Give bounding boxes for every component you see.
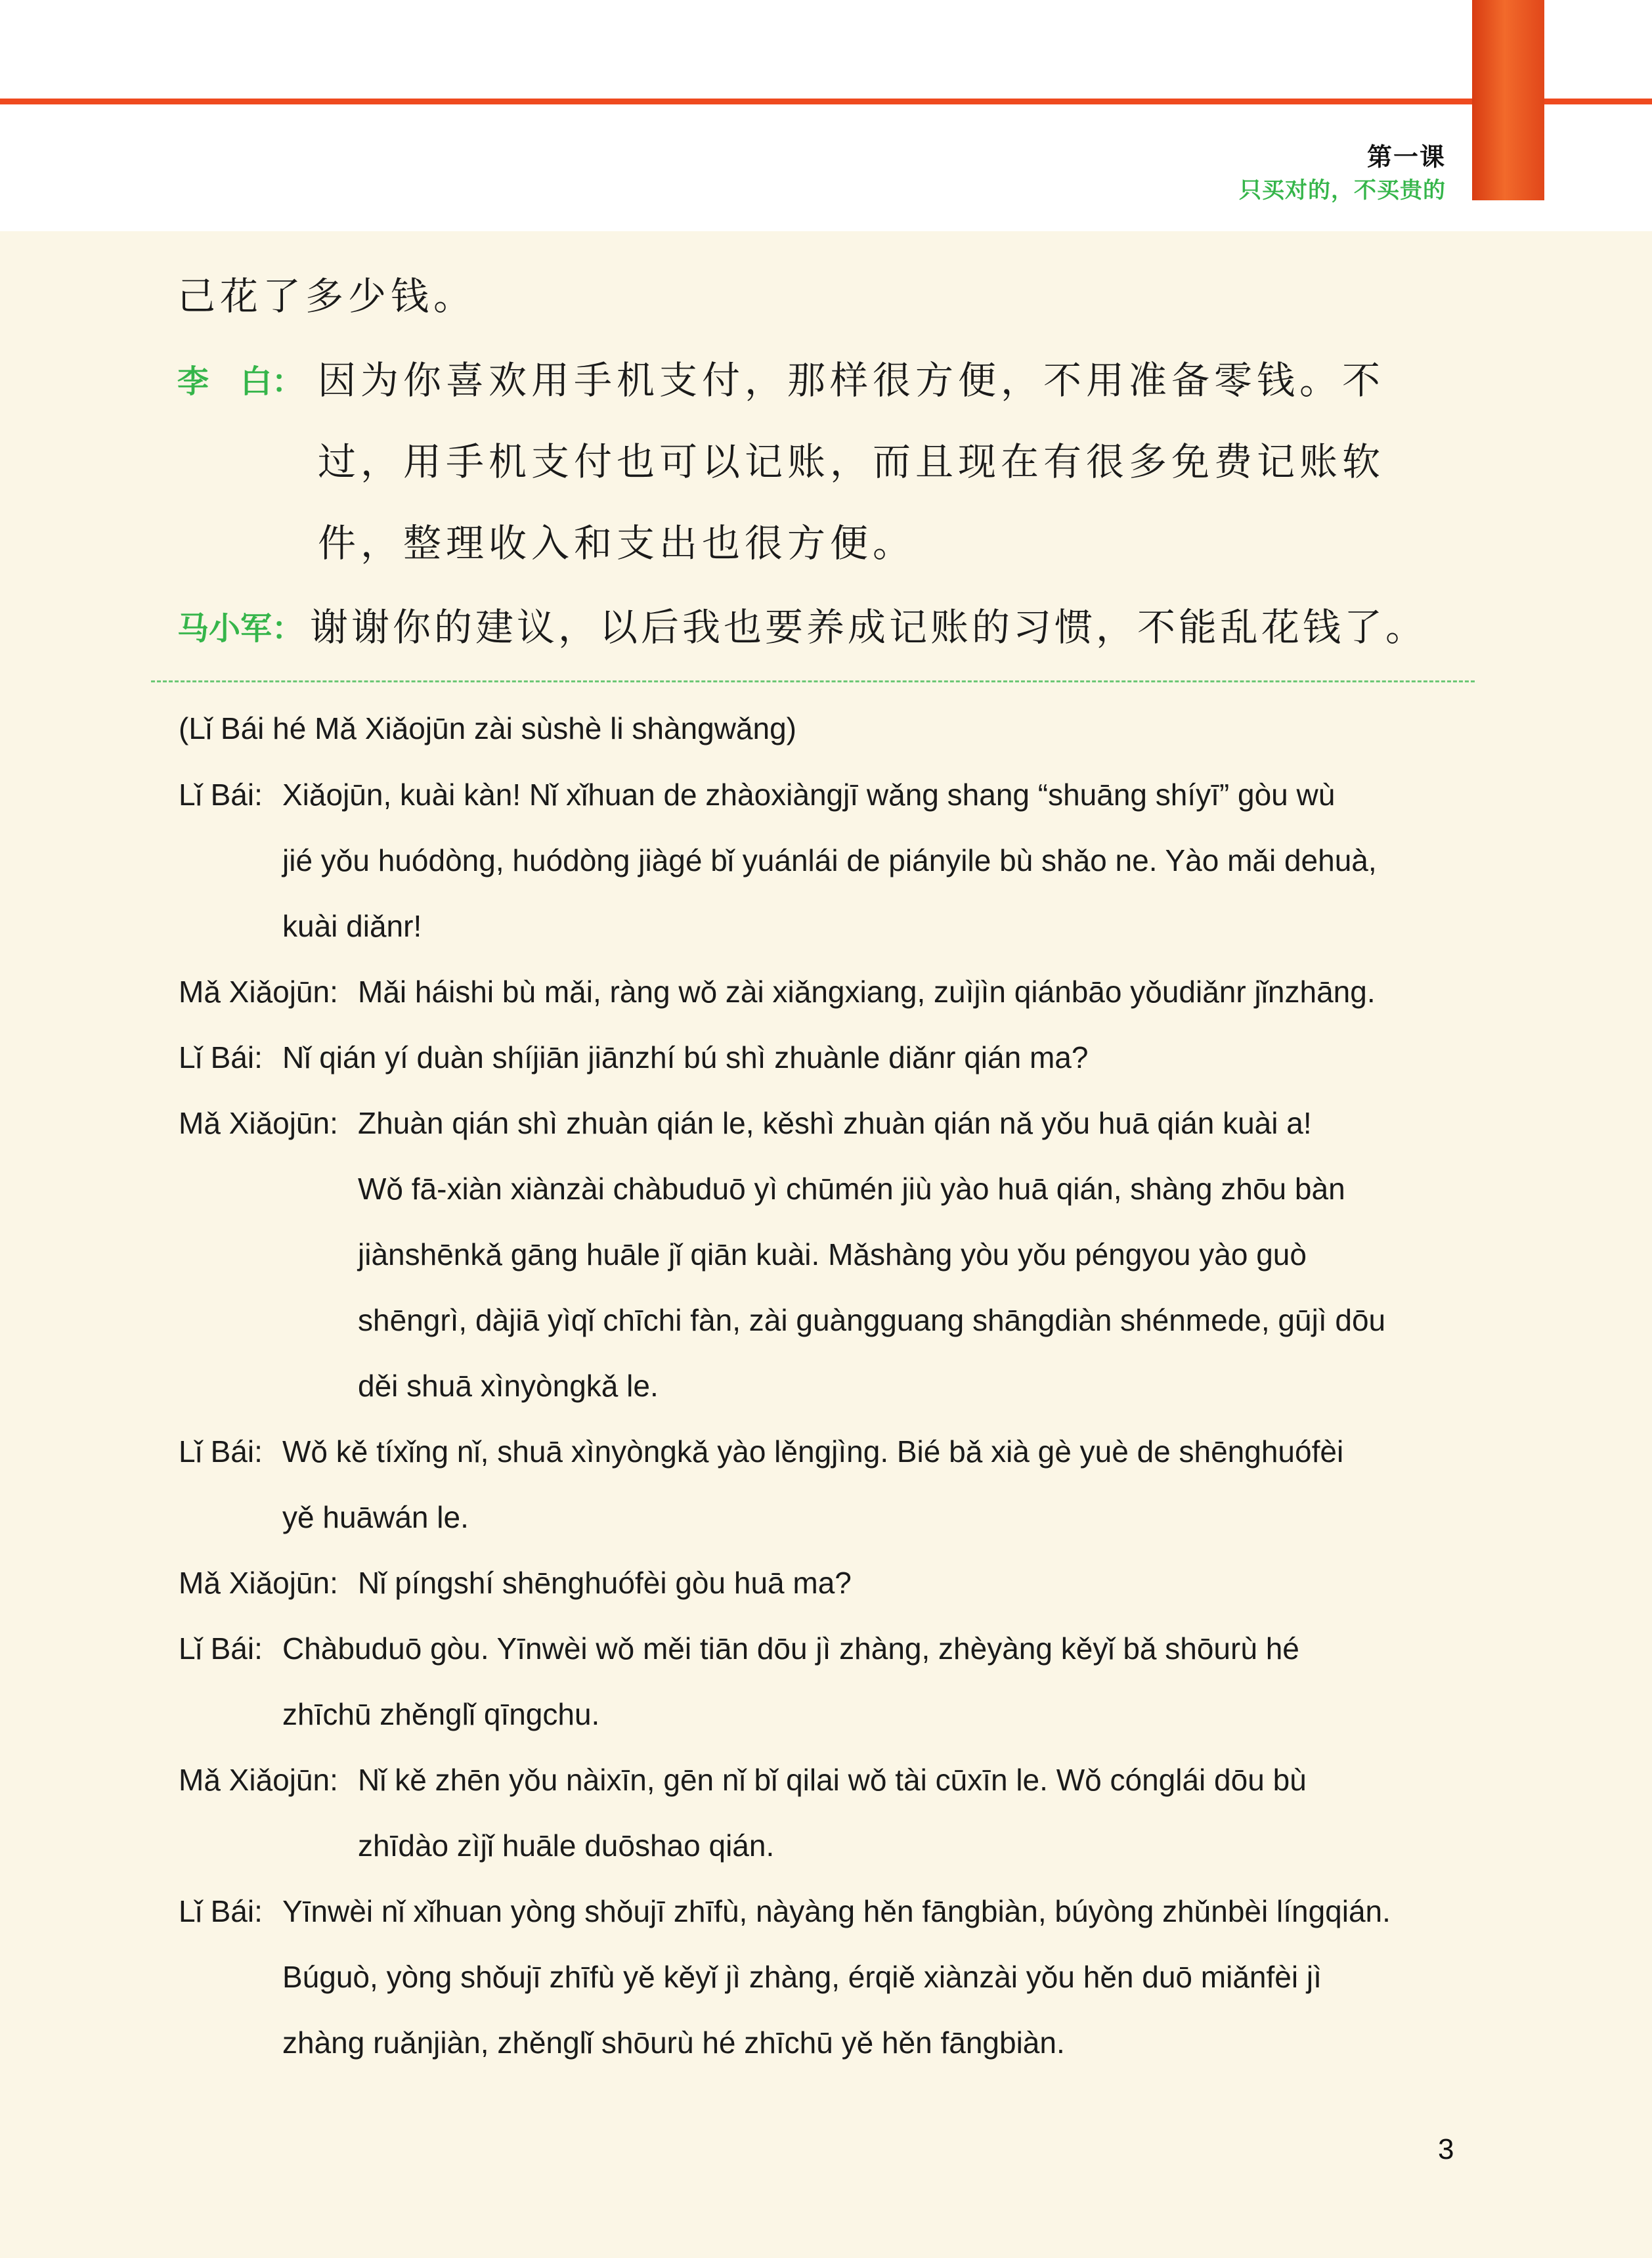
pinyin-heading: (Lǐ Bái hé Mǎ Xiǎojūn zài sùshè li shàngwǎng)	[179, 711, 796, 745]
py-speaker: Mǎ Xiǎojūn:	[179, 1566, 338, 1600]
py-speaker: Mǎ Xiǎojūn:	[179, 975, 338, 1009]
py-line: shēngrì, dàjiā yìqǐ chīchi fàn, zài guàngguang shāngdiàn shénmede, gūjì dōu	[358, 1303, 1386, 1337]
py-speaker: Lǐ Bái:	[179, 1040, 263, 1074]
py-speaker: Lǐ Bái:	[179, 778, 263, 812]
page-number: 3	[1438, 2133, 1454, 2165]
lesson-number: 第一课	[1366, 143, 1446, 171]
py-line: kuài diǎnr!	[282, 909, 422, 943]
py-line: jié yǒu huódòng, huódòng jiàgé bǐ yuánlái de piányile bù shǎo ne. Yào mǎi dehuà,	[282, 843, 1377, 877]
py-line: Zhuàn qián shì zhuàn qián le, kěshì zhuàn qián nǎ yǒu huā qián kuài a!	[358, 1106, 1312, 1140]
py-line: Búguò, yòng shǒujī zhīfù yě kěyǐ jì zhàng, érqiě xiànzài yǒu hěn duō miǎnfèi jì	[282, 1960, 1322, 1994]
py-line: zhàng ruǎnjiàn, zhěnglǐ shōurù hé zhīchū yě hěn fāngbiàn.	[282, 2026, 1065, 2060]
py-line: Wǒ kě tíxǐng nǐ, shuā xìnyòngkǎ yào lěngjìng. Bié bǎ xià gè yuè de shēnghuófèi	[282, 1434, 1344, 1469]
py-speaker: Mǎ Xiǎojūn:	[179, 1763, 338, 1797]
cn-line: 过，用手机支付也可以记账，而且现在有很多免费记账软	[318, 439, 1385, 484]
cn-continuation-line: 己花了多少钱。	[177, 274, 477, 319]
py-speaker: Lǐ Bái:	[179, 1894, 263, 1928]
cn-line: 件，整理收入和支出也很方便。	[318, 521, 916, 565]
lesson-title: 只买对的，不买贵的	[1239, 177, 1446, 204]
py-line: Yīnwèi nǐ xǐhuan yòng shǒujī zhīfù, nàyàng hěn fāngbiàn, búyòng zhǔnbèi língqián.	[282, 1894, 1391, 1928]
py-line: Mǎi háishi bù mǎi, ràng wǒ zài xiǎngxiang, zuìjìn qiánbāo yǒudiǎnr jǐnzhāng.	[358, 975, 1376, 1009]
cn-speaker-li-bai: 李 白：	[177, 363, 304, 400]
py-line: Nǐ qián yí duàn shíjiān jiānzhí bú shì zhuànle diǎnr qián ma?	[282, 1040, 1089, 1074]
py-line: jiànshēnkǎ gāng huāle jǐ qiān kuài. Mǎshàng yòu yǒu péngyou yào guò	[358, 1237, 1307, 1272]
py-speaker: Lǐ Bái:	[179, 1434, 263, 1469]
cn-speaker-ma-xiaojun: 马小军：	[177, 610, 304, 647]
py-line: děi shuā xìnyòngkǎ le.	[358, 1369, 659, 1403]
py-line: yě huāwán le.	[282, 1500, 469, 1534]
py-line: zhīchū zhěnglǐ qīngchu.	[282, 1697, 600, 1731]
py-speaker: Mǎ Xiǎojūn:	[179, 1106, 338, 1140]
py-line: Chàbuduō gòu. Yīnwèi wǒ měi tiān dōu jì zhàng, zhèyàng kěyǐ bǎ shōurù hé	[282, 1631, 1299, 1666]
py-line: Wǒ fā-xiàn xiànzài chàbuduō yì chūmén jiù yào huā qián, shàng zhōu bàn	[358, 1172, 1345, 1206]
py-line: Nǐ kě zhēn yǒu nàixīn, gēn nǐ bǐ qilai wǒ tài cūxīn le. Wǒ cónglái dōu bù	[358, 1763, 1307, 1797]
section-divider	[151, 680, 1475, 682]
cn-line: 因为你喜欢用手机支付，那样很方便，不用准备零钱。不	[318, 358, 1385, 403]
py-line: Nǐ píngshí shēnghuófèi gòu huā ma?	[358, 1566, 852, 1600]
chapter-tab	[1472, 0, 1544, 200]
cn-line: 谢谢你的建议，以后我也要养成记账的习惯，不能乱花钱了。	[310, 605, 1427, 650]
py-line: Xiǎojūn, kuài kàn! Nǐ xǐhuan de zhàoxiàngjī wǎng shang “shuāng shíyī” gòu wù	[282, 778, 1336, 812]
py-speaker: Lǐ Bái:	[179, 1631, 263, 1666]
header-rule	[0, 99, 1652, 104]
py-line: zhīdào zìjǐ huāle duōshao qián.	[358, 1828, 775, 1863]
